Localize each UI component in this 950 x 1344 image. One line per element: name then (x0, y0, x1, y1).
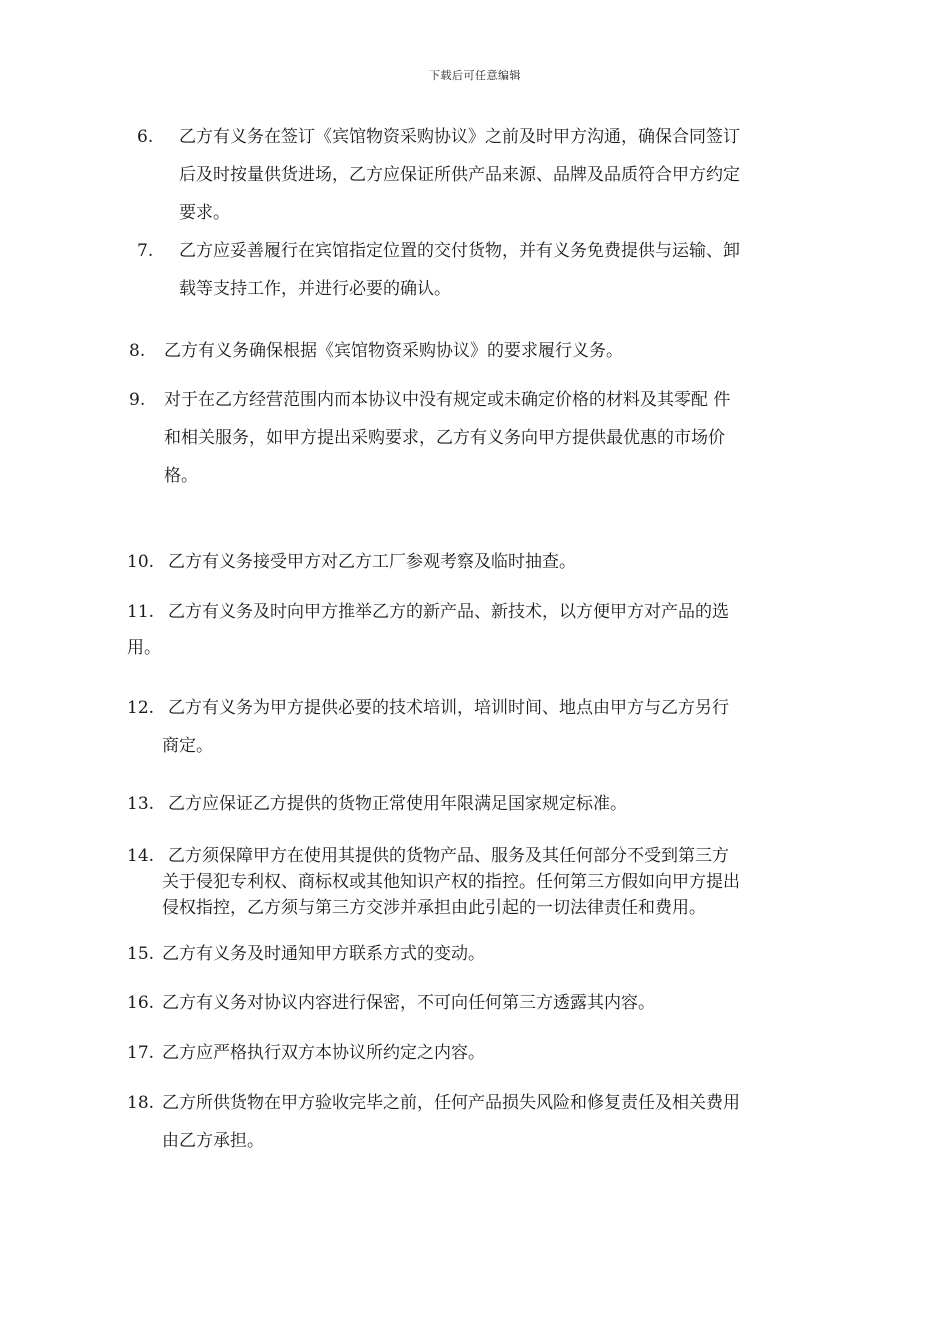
clause-line: 乙方须保障甲方在使用其提供的货物产品、服务及其任何部分不受到第三方 (168, 846, 729, 866)
clause-line: 乙方有义务接受甲方对乙方工厂参观考察及临时抽查。 (168, 552, 576, 572)
clause-number: 9. (129, 390, 146, 410)
clause-number: 12. (127, 698, 155, 718)
clause-line: 乙方有义务及时通知甲方联系方式的变动。 (162, 944, 485, 964)
clause-number: 7. (137, 241, 154, 261)
clause-line: 用。 (127, 638, 161, 658)
clause-line: 关于侵犯专利权、商标权或其他知识产权的指控。任何第三方假如向甲方提出 (162, 872, 740, 892)
clause-line: 乙方应保证乙方提供的货物正常使用年限满足国家规定标准。 (168, 794, 627, 814)
clause-line: 乙方所供货物在甲方验收完毕之前，任何产品损失风险和修复责任及相关费用 (162, 1093, 740, 1113)
clause-number: 15. (127, 944, 155, 964)
clause-line: 侵权指控，乙方须与第三方交涉并承担由此引起的一切法律责任和费用。 (162, 898, 706, 918)
clause-number: 17. (127, 1043, 155, 1063)
clause-number: 11. (127, 602, 155, 622)
clause-line: 乙方有义务为甲方提供必要的技术培训，培训时间、地点由甲方与乙方另行 (168, 698, 729, 718)
clause-line: 乙方有义务在签订《宾馆物资采购协议》之前及时甲方沟通，确保合同签订 (179, 127, 740, 147)
clause-number: 16. (127, 993, 155, 1013)
clause-line: 对于在乙方经营范围内而本协议中没有规定或未确定价格的材料及其零配 件 (164, 390, 731, 410)
clause-number: 18. (127, 1093, 155, 1113)
clause-line: 商定。 (162, 736, 213, 756)
clause-number: 8. (129, 341, 146, 361)
clause-line: 由乙方承担。 (162, 1131, 264, 1151)
clause-line: 后及时按量供货进场，乙方应保证所供产品来源、品牌及品质符合甲方约定 (179, 165, 740, 185)
clause-line: 格。 (164, 466, 198, 486)
clause-line: 要求。 (179, 203, 230, 223)
clause-line: 乙方应妥善履行在宾馆指定位置的交付货物，并有义务免费提供与运输、卸 (179, 241, 740, 261)
clause-line: 乙方应严格执行双方本协议所约定之内容。 (162, 1043, 485, 1063)
clause-number: 10. (127, 552, 155, 572)
clause-number: 14. (127, 846, 155, 866)
clause-number: 13. (127, 794, 155, 814)
clause-line: 乙方有义务及时向甲方推举乙方的新产品、新技术，以方便甲方对产品的选 (168, 602, 729, 622)
clause-line: 乙方有义务对协议内容进行保密，不可向任何第三方透露其内容。 (162, 993, 655, 1013)
clause-line: 和相关服务，如甲方提出采购要求，乙方有义务向甲方提供最优惠的市场价 (164, 428, 725, 448)
clause-number: 6. (137, 127, 154, 147)
clause-line: 载等支持工作，并进行必要的确认。 (179, 279, 451, 299)
page-header-note: 下载后可任意编辑 (429, 69, 521, 82)
clause-line: 乙方有义务确保根据《宾馆物资采购协议》的要求履行义务。 (164, 341, 623, 361)
